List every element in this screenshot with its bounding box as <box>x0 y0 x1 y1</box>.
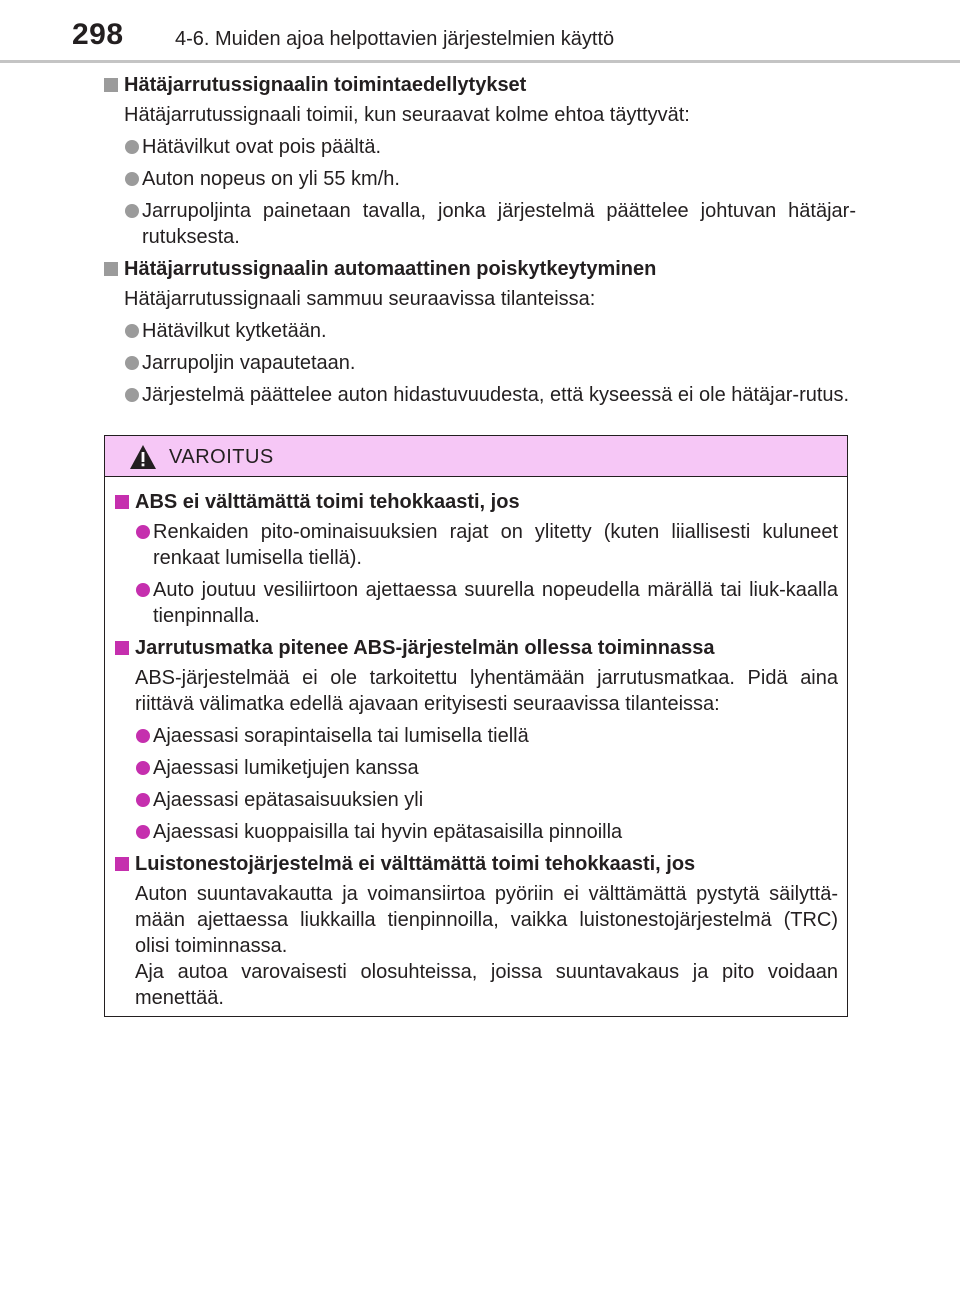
circle-bullet-icon <box>136 583 150 597</box>
list-item <box>115 787 838 813</box>
list-item <box>104 318 856 344</box>
list-item <box>104 382 856 408</box>
section-title: Hätäjarrutussignaalin toimintaedellytykset <box>124 74 527 96</box>
warning-subheading-text: Jarrutusmatka pitenee ABS-järjestelmän ollessa toiminnassa <box>135 637 715 659</box>
list-item-text: Ajaessasi sorapintaisella tai lumisella tiellä <box>153 725 529 747</box>
list-item-text: Ajaessasi kuoppaisilla tai hyvin epätasaisilla pinnoilla <box>153 821 623 843</box>
warning-title: VAROITUS <box>169 446 274 468</box>
circle-bullet-icon <box>125 324 139 338</box>
warning-subheading <box>115 635 838 661</box>
list-item-text: Renkaiden pito-ominaisuuksien rajat on ylitetty (kuten liiallisesti kuluneet renkaat lumisella tiellä). <box>153 521 838 569</box>
warning-subheading-text: Luistonestojärjestelmä ei välttämättä toimi tehokkaasti, jos <box>135 853 696 875</box>
list-item-text: Ajaessasi lumiketjujen kanssa <box>153 757 419 779</box>
list-item-text: Auton nopeus on yli 55 km/h. <box>142 168 400 190</box>
page-header <box>0 0 960 60</box>
circle-bullet-icon <box>125 172 139 186</box>
list-item <box>104 350 856 376</box>
list-item-text: Järjestelmä päättelee auton hidastuvuudesta, että kyseessä ei ole hätäjar-rutus. <box>142 384 850 406</box>
circle-bullet-icon <box>125 388 139 402</box>
circle-bullet-icon <box>125 204 139 218</box>
main-content <box>104 72 856 414</box>
list-item-text: Hätävilkut ovat pois päältä. <box>142 136 382 158</box>
warning-triangle-icon <box>129 444 157 470</box>
list-item-text: Jarrupoljinta painetaan tavalla, jonka järjestelmä päättelee johtuvan hätäjar-rutuksesta. <box>142 200 856 248</box>
list-item <box>104 134 856 160</box>
warning-body <box>105 477 847 1011</box>
circle-bullet-icon <box>136 729 150 743</box>
warning-subheading <box>115 489 838 515</box>
list-item-text: Jarrupoljin vapautetaan. <box>142 352 356 374</box>
section-intro: Hätäjarrutussignaali toimii, kun seuraavat kolme ehtoa täyttyvät: <box>124 104 690 126</box>
list-item <box>104 166 856 192</box>
list-item-text: Hätävilkut kytketään. <box>142 320 327 342</box>
section-intro: Hätäjarrutussignaali sammuu seuraavissa tilanteissa: <box>124 288 596 310</box>
list-item <box>115 577 838 629</box>
section-heading <box>104 72 856 98</box>
square-bullet-icon <box>104 78 118 92</box>
list-item <box>115 819 838 845</box>
section-title: Hätäjarrutussignaalin automaattinen poiskytkeytyminen <box>124 258 657 280</box>
list-item <box>115 755 838 781</box>
list-item <box>115 723 838 749</box>
square-bullet-icon <box>115 495 129 509</box>
list-item-text: Ajaessasi epätasaisuuksien yli <box>153 789 424 811</box>
section-heading <box>104 256 856 282</box>
warning-box <box>104 435 848 1017</box>
list-item <box>104 198 856 250</box>
warning-paragraph: Auton suuntavakautta ja voimansiirtoa pyöriin ei välttämättä pystytä säilyttä-mään ajettaessa liukkailla tienpinnoilla, vaikka luistonestojärjestelmä (TRC) olisi toiminnassa. <box>135 883 838 957</box>
list-item <box>115 519 838 571</box>
chapter-title: 4-6. Muiden ajoa helpottavien järjestelmien käyttö <box>175 28 615 50</box>
circle-bullet-icon <box>136 825 150 839</box>
circle-bullet-icon <box>136 761 150 775</box>
circle-bullet-icon <box>136 525 150 539</box>
warning-subheading-text: ABS ei välttämättä toimi tehokkaasti, jos <box>135 491 520 513</box>
circle-bullet-icon <box>136 793 150 807</box>
circle-bullet-icon <box>125 140 139 154</box>
square-bullet-icon <box>104 262 118 276</box>
page-number: 298 <box>72 18 124 51</box>
list-item-text: Auto joutuu vesiliirtoon ajettaessa suurella nopeudella märällä tai liuk-kaalla tienpinnalla. <box>153 579 838 627</box>
warning-paragraph: ABS-järjestelmää ei ole tarkoitettu lyhentämään jarrutusmatkaa. Pidä aina riittävä välimatka edellä ajavaan erityisesti seuraavissa tilanteissa: <box>135 667 838 715</box>
warning-subheading <box>115 851 838 877</box>
header-divider <box>0 60 960 63</box>
circle-bullet-icon <box>125 356 139 370</box>
square-bullet-icon <box>115 641 129 655</box>
warning-paragraph: Aja autoa varovaisesti olosuhteissa, joissa suuntavakaus ja pito voidaan menettää. <box>135 961 838 1009</box>
warning-header <box>105 436 847 477</box>
square-bullet-icon <box>115 857 129 871</box>
